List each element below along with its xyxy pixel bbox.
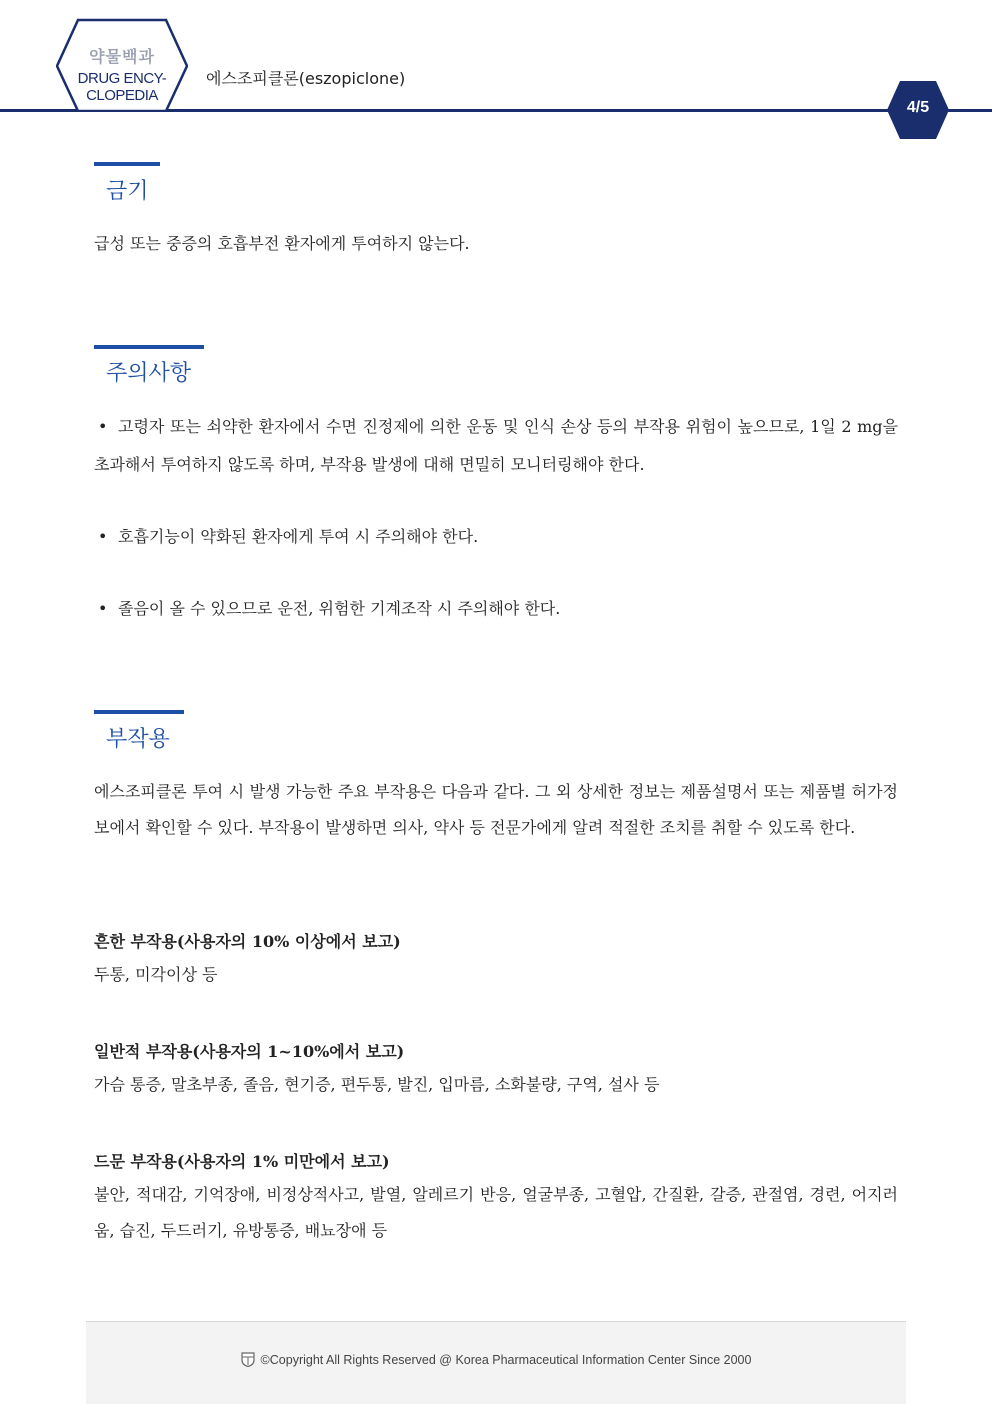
precaution-item-text: 호흡기능이 약화된 환자에게 투여 시 주의해야 한다.: [118, 527, 479, 546]
emblem-icon: [241, 1352, 255, 1367]
bullet-dot-icon: •: [98, 417, 108, 436]
section-title-precautions: 주의사항: [106, 361, 192, 386]
page-number: 4/5: [906, 99, 930, 116]
logo: [56, 18, 188, 112]
section-title-contraindication: 금기: [106, 179, 149, 204]
footer-copyright: [86, 1352, 906, 1367]
section-title-side-effects: 부작용: [106, 727, 170, 752]
precaution-item-text: 졸음이 올 수 있으므로 운전, 위험한 기계조작 시 주의해야 한다.: [118, 599, 561, 618]
section-bar-contraindication: [94, 162, 160, 166]
section-bar-precautions: [94, 345, 204, 349]
side-effect-group-text: 불안, 적대감, 기억장애, 비정상적사고, 발열, 알레르기 반응, 얼굴부종, 고혈압, 간질환, 갈증, 관절염, 경련, 어지러움, 습진, 두드러기, 유방통증, 배뇨장애 등: [94, 1185, 898, 1240]
side-effect-group-heading: 드문 부작용(사용자의 1% 미만에서 보고): [94, 1152, 390, 1171]
side-effect-group-heading: 일반적 부작용(사용자의 1~10%에서 보고): [94, 1042, 405, 1061]
logo-english-line2: CLOPEDIA: [86, 87, 158, 104]
document-title: 에스조피클론(eszopiclone): [206, 69, 406, 88]
logo-english-text: [56, 70, 188, 104]
side-effects-intro: 에스조피클론 투여 시 발생 가능한 주요 부작용은 다음과 같다. 그 외 상세한 정보는 제품설명서 또는 제품별 허가정보에서 확인할 수 있다. 부작용이 발생하면 의사, 약사 등 전문가에게 알려 적절한 조치를 취할 수 있도록 한다.: [94, 782, 898, 837]
precaution-item: [94, 518, 898, 556]
footer: [86, 1321, 906, 1404]
logo-english-line1: DRUG ENCY-: [77, 70, 167, 87]
bullet-dot-icon: •: [98, 599, 108, 618]
contraindication-text: 급성 또는 중증의 호흡부전 환자에게 투여하지 않는다.: [94, 234, 470, 253]
page-indicator: [886, 80, 950, 140]
precaution-item-text: 고령자 또는 쇠약한 환자에서 수면 진정제에 의한 운동 및 인식 손상 등의 부작용 위험이 높으므로, 1일 2 mg을 초과해서 투여하지 않도록 하며, 부작용 발생에 대해 면밀히 모니터링해야 한다.: [94, 417, 898, 474]
side-effect-group-text: 가슴 통증, 말초부종, 졸음, 현기증, 편두통, 발진, 입마름, 소화불량, 구역, 설사 등: [94, 1075, 660, 1094]
side-effect-group-text: 두통, 미각이상 등: [94, 965, 218, 984]
bullet-dot-icon: •: [98, 527, 108, 546]
precaution-item: [94, 408, 898, 484]
side-effect-group-heading: 흔한 부작용(사용자의 10% 이상에서 보고): [94, 932, 401, 951]
precaution-item: [94, 590, 898, 628]
section-bar-side-effects: [94, 710, 184, 714]
logo-korean-text: 약물백과: [89, 47, 155, 66]
copyright-text: ©Copyright All Rights Reserved @ Korea Pharmaceutical Information Center Since 2000: [260, 1353, 752, 1367]
